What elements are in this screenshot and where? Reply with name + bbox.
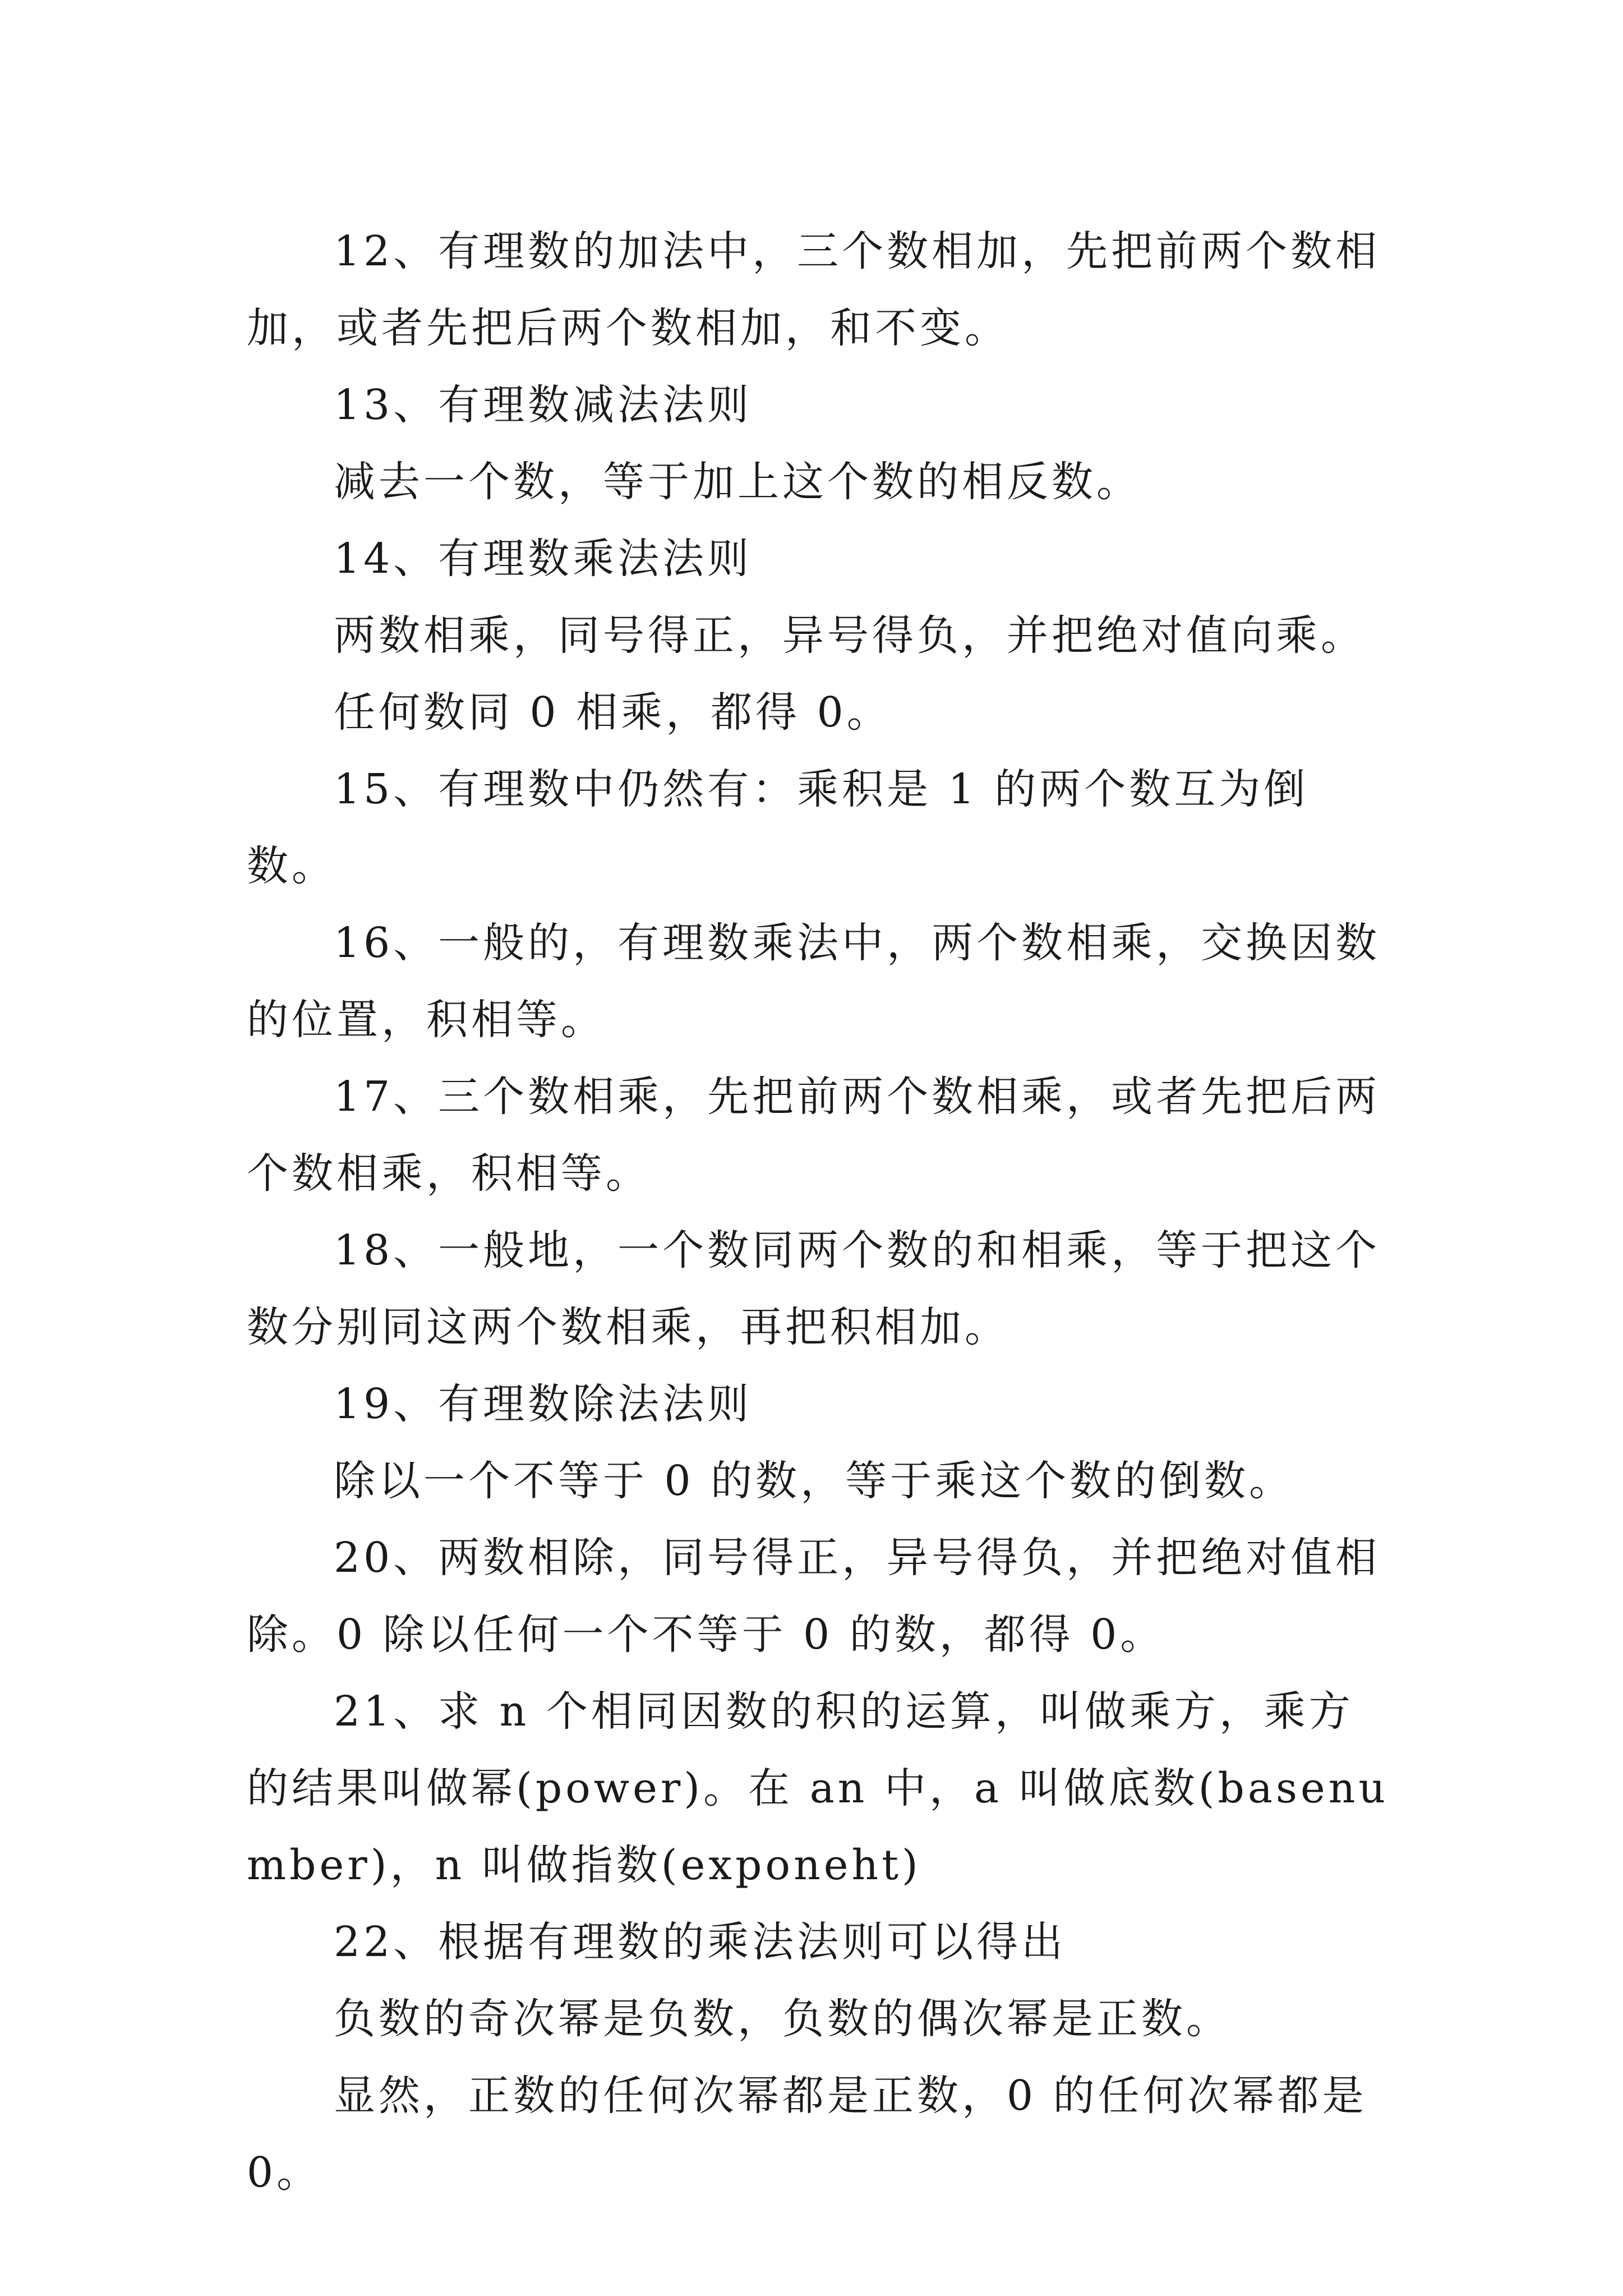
heading-rule-19: 19、有理数除法法则 (334, 1380, 753, 1428)
paragraph-rule-19-body: 除以一个不等于 0 的数，等于乘这个数的倒数。 (334, 1457, 1294, 1505)
paragraph-rule-22-body-1: 负数的奇次幂是负数，负数的偶次幂是正数。 (334, 1995, 1231, 2043)
paragraph-rule-15: 15、有理数中仍然有：乘积是 1 的两个数互为倒数。 (247, 765, 1309, 890)
paragraph-rule-13-body: 减去一个数，等于加上这个数的相反数。 (334, 458, 1141, 506)
paragraph-rule-17: 17、三个数相乘，先把前两个数相乘，或者先把后两个数相乘，积相等。 (247, 1073, 1381, 1198)
paragraph-rule-20: 20、两数相除，同号得正，异号得负，并把绝对值相除。0 除以任何一个不等于 0 的数，都得 0。 (247, 1534, 1381, 1659)
paragraph-rule-14-body-1: 两数相乘，同号得正，异号得负，并把绝对值向乘。 (334, 611, 1366, 660)
document-body (247, 213, 1396, 2211)
heading-rule-13: 13、有理数减法法则 (334, 381, 753, 429)
heading-rule-22: 22、根据有理数的乘法法则可以得出 (334, 1918, 1067, 1966)
paragraph-rule-12: 12、有理数的加法中，三个数相加，先把前两个数相加，或者先把后两个数相加，和不变。 (247, 227, 1381, 352)
paragraph-rule-18: 18、一般地，一个数同两个数的和相乘，等于把这个数分别同这两个数相乘，再把积相加。 (247, 1226, 1381, 1351)
paragraph-rule-21: 21、求 n 个相同因数的积的运算，叫做乘方，乘方的结果叫做幂(power)。在 an 中，a 叫做底数(basenumber)，n 叫做指数(exponeht) (247, 1687, 1389, 1889)
paragraph-rule-16: 16、一般的，有理数乘法中，两个数相乘，交换因数的位置，积相等。 (247, 919, 1381, 1044)
paragraph-rule-22-body-2: 显然，正数的任何次幂都是正数，0 的任何次幂都是 0。 (247, 2072, 1367, 2197)
heading-rule-14: 14、有理数乘法法则 (334, 535, 753, 583)
paragraph-rule-14-body-2: 任何数同 0 相乘，都得 0。 (334, 688, 892, 737)
